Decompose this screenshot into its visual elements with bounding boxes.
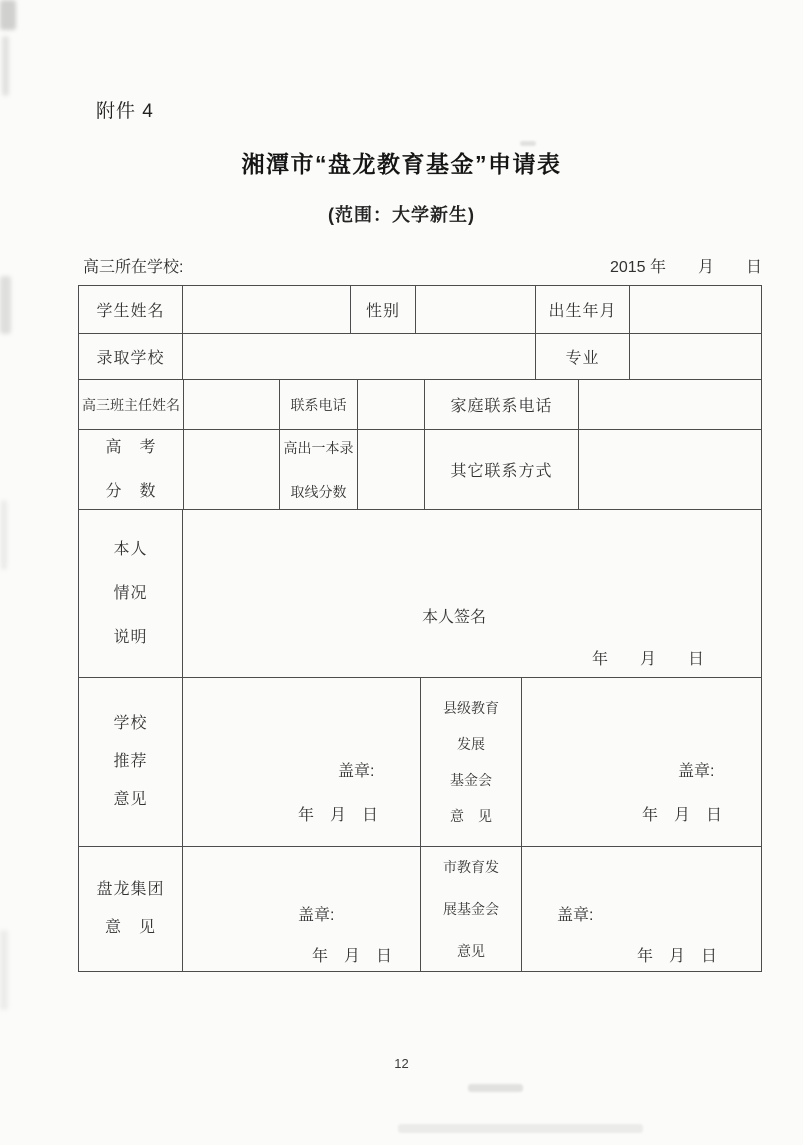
table-row	[79, 509, 761, 677]
field-label-student-name: 学生姓名	[96, 303, 165, 320]
city-fund-seal-area	[521, 847, 761, 971]
field-label-other-contact: 其它联系方式	[424, 430, 578, 509]
field-label-gaokao-score: 高 考 分 数	[105, 438, 157, 500]
field-label-birth-date: 出生年月	[535, 286, 629, 333]
scan-artifact	[398, 1124, 643, 1133]
date-line: 2015 年 月 日	[609, 259, 762, 276]
input-cell-student-name	[182, 286, 350, 333]
date-blank: 年 月 日	[637, 948, 718, 965]
input-cell-family-phone	[578, 380, 761, 429]
page-subtitle: (范围：大学新生)	[328, 205, 475, 225]
field-label-family-phone: 家庭联系电话	[424, 380, 578, 429]
table-row	[79, 846, 761, 971]
scan-artifact	[0, 0, 16, 30]
date-blank: 年 月 日	[298, 807, 379, 824]
seal-label: 盖章:	[557, 907, 594, 924]
page-title: 湘潭市“盘龙教育基金”申请表	[241, 151, 562, 177]
field-label-personal-statement: 本人 情况 说明	[113, 540, 148, 646]
application-form-table	[78, 285, 762, 972]
table-row	[79, 333, 761, 379]
field-label-gender: 性别	[350, 286, 415, 333]
input-cell-gender	[415, 286, 535, 333]
field-label-homeroom-teacher: 高三班主任姓名	[82, 396, 180, 413]
table-row	[79, 286, 761, 333]
seal-label: 盖章:	[298, 907, 335, 924]
input-cell-birth-date	[629, 286, 761, 333]
page-number: 12	[394, 1056, 409, 1071]
field-label-above-cutoff: 高出一本录 取线分数	[279, 430, 357, 509]
field-label-admitted-school: 录取学校	[96, 350, 165, 367]
scan-artifact	[0, 276, 11, 334]
input-cell-above-cutoff	[357, 430, 424, 509]
pre-table-header	[83, 254, 762, 277]
date-blank: 年 月 日	[312, 948, 393, 965]
attachment-label: 附件 4	[96, 101, 154, 122]
scan-artifact	[468, 1084, 523, 1092]
panlong-group-seal-area	[182, 847, 420, 971]
date-blank: 年 月 日	[592, 651, 705, 668]
input-cell-gaokao-score	[183, 430, 279, 509]
field-label-county-fund-opinion: 县级教育 发展 基金会 意 见	[420, 678, 521, 846]
seal-label: 盖章:	[678, 763, 715, 780]
date-blank: 年 月 日	[642, 807, 723, 824]
input-cell-contact-phone	[357, 380, 424, 429]
school-recommendation-seal-area	[182, 678, 420, 846]
scan-artifact	[2, 36, 9, 96]
county-fund-seal-area	[521, 678, 761, 846]
scan-artifact	[0, 930, 8, 1010]
field-label-panlong-group-opinion: 盘龙集团 意 见	[96, 881, 165, 936]
input-cell-admitted-school	[182, 334, 535, 379]
input-cell-homeroom-teacher	[183, 380, 279, 429]
seal-label: 盖章:	[338, 763, 375, 780]
school-line-label: 高三所在学校:	[83, 259, 184, 276]
table-row	[79, 677, 761, 846]
signature-label: 本人签名	[422, 609, 487, 626]
input-cell-major	[629, 334, 761, 379]
input-cell-other-contact	[578, 430, 761, 509]
field-label-contact-phone: 联系电话	[279, 380, 357, 429]
scan-artifact	[1, 500, 7, 570]
table-row	[79, 429, 761, 509]
personal-statement-area	[182, 510, 761, 677]
table-row	[79, 379, 761, 429]
field-label-city-fund-opinion: 市教育发 展基金会 意见	[420, 847, 521, 971]
field-label-major: 专业	[535, 334, 629, 379]
field-label-school-recommendation: 学校 推荐 意见	[113, 715, 148, 808]
